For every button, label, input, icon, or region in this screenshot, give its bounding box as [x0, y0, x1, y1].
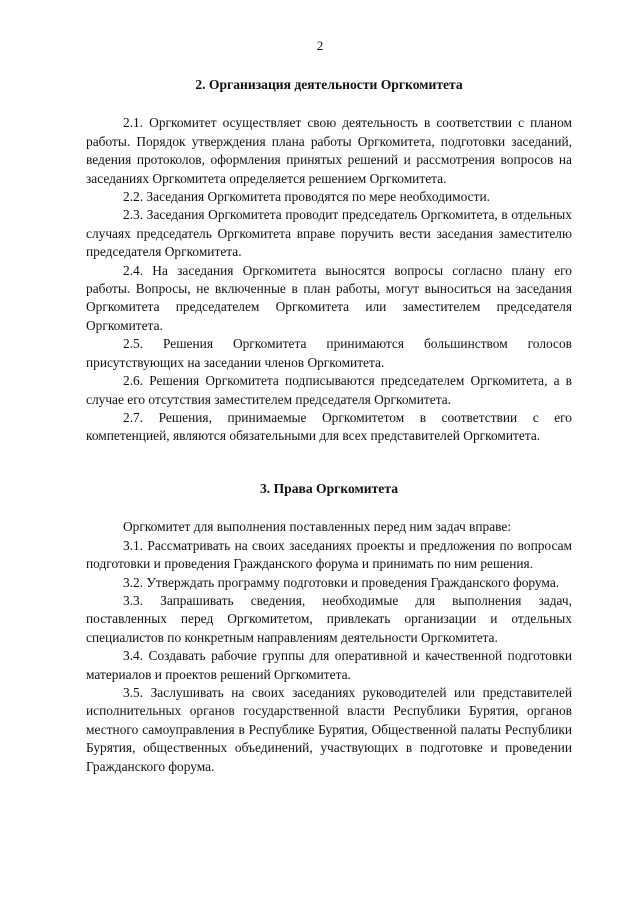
paragraph: 3.5. Заслушивать на своих заседаниях руководителей или представителей исполнительных органов государственной власти Республики Бурятия, органов местного самоуправления в Республике Бурятия, Общественной палаты Республики Бурятия, общественных объединений, участвующих в подготовке и проведении Гражданского форума. — [86, 685, 572, 774]
paragraph: 2.1. Оргкомитет осуществляет свою деятельность в соответствии с планом работы. Порядок утверждения плана работы Оргкомитета, подготовки заседаний, ведения протоколов, оформления принятых решений и рассмотрения вопросов на заседаниях Оргкомитета определяется решением Оргкомитета. — [86, 115, 572, 186]
paragraph: 3.4. Создавать рабочие группы для оперативной и качественной подготовки материалов и проектов решений Оргкомитета. — [86, 648, 572, 682]
paragraph: 3.3. Запрашивать сведения, необходимые для выполнения задач, поставленных перед Оргкомитетом, привлекать организации и отдельных специалистов по конкретным направлениям деятельности Оргкомитета. — [86, 593, 572, 645]
section-heading: 3. Права Оргкомитета — [259, 481, 398, 496]
paragraph: 2.6. Решения Оргкомитета подписываются председателем Оргкомитета, а в случае его отсутствия заместителем председателя Оргкомитета. — [86, 373, 572, 407]
paragraph: 2.2. Заседания Оргкомитета проводятся по мере необходимости. — [123, 189, 490, 205]
paragraph: 3.2. Утверждать программу подготовки и проведения Гражданского форума. — [123, 574, 560, 590]
paragraph: 3.1. Рассматривать на своих заседаниях проекты и предложения по вопросам подготовки и проведения Гражданского форума и принимать по ним решения. — [86, 537, 572, 572]
page-number: 2 — [316, 38, 324, 53]
paragraph: 2.4. На заседания Оргкомитета выносятся вопросы согласно плану его работы. Вопросы, не включенные в план работы, могут выноситься на заседания Оргкомитета председателем Оргкомитета или заместителем председателя Оргкомитета. — [86, 262, 572, 333]
section-intro: Оргкомитет для выполнения поставленных перед ним задач вправе: — [123, 519, 512, 535]
section-organization — [86, 76, 572, 446]
section-rights — [86, 480, 572, 776]
section-heading: 2. Организация деятельности Оргкомитета — [195, 77, 463, 92]
paragraph: 2.3. Заседания Оргкомитета проводит председатель Оргкомитета, в отдельных случаях председатель Оргкомитета вправе поручить вести заседания заместителю председателя Оргкомитета. — [86, 207, 572, 260]
paragraph: 2.5. Решения Оргкомитета принимаются большинством голосов присутствующих на заседании членов Оргкомитета. — [86, 336, 572, 370]
paragraph: 2.7. Решения, принимаемые Оргкомитетом в соответствии с его компетенцией, являются обязательными для всех представителей Оргкомитета. — [86, 409, 572, 444]
